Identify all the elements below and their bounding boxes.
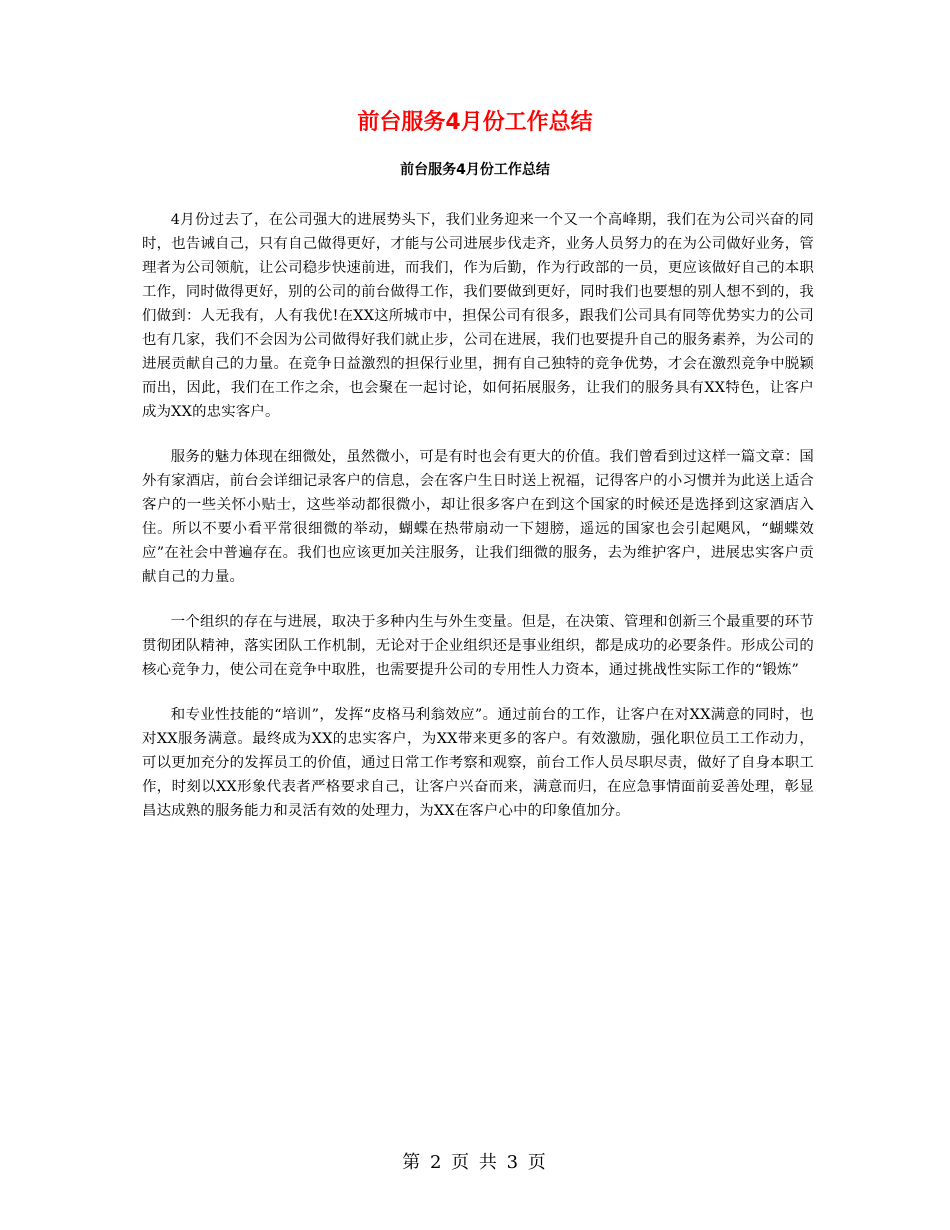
paragraph-3: 一个组织的存在与进展，取决于多种内生与外生变量。但是，在决策、管理和创新三个最重要的环节贯彻团队精神，落实团队工作机制，无论对于企业组织还是事业组织，都是成功的必要条件。形成公司的核心竞争力，使公司在竞争中取胜，也需要提升公司的专用性人力资本，通过挑战性实际工作的“锻炼” [142,614,814,678]
paragraph-4: 和专业性技能的“培训”，发挥“皮格马利翁效应”。通过前台的工作，让客户在对XX满意的同时，也对XX服务满意。最终成为XX的忠实客户，为XX带来更多的客户。有效激励，强化职位员工工作动力，可以更加充分的发挥员工的价值，通过日常工作考察和观察，前台工作人员尽职尽责，做好了自身本职工作，时刻以XX形象代表者严格要求自己，让客户兴奋而来，满意而归，在应急事情面前妥善处理，彰显昌达成熟的服务能力和灵活有效的处理力，为XX在客户心中的印象值加分。 [142,707,814,819]
paragraph-2: 服务的魅力体现在细微处，虽然微小，可是有时也会有更大的价值。我们曾看到过这样一篇文章：国外有家酒店，前台会详细记录客户的信息，会在客户生日时送上祝福，记得客户的小习惯并为此送上适合客户的一些关怀小贴士，这些举动都很微小，却让很多客户在到这个国家的时候还是选择到这家酒店入住。所以不要小看平常很细微的举动，蝴蝶在热带扇动一下翅膀，遥远的国家也会引起飓风，“蝴蝶效应”在社会中普遍存在。我们也应该更加关注服务，让我们细微的服务，去为维护客户，进展忠实客户贡献自己的力量。 [142,449,814,585]
document-title: 前台服务4月份工作总结 [357,110,593,135]
document-body [142,208,814,844]
paragraph-1: 4月份过去了，在公司强大的进展势头下，我们业务迎来一个又一个高峰期，我们在为公司兴奋的同时，也告诫自己，只有自己做得更好，才能与公司进展步伐走齐，业务人员努力的在为公司做好业务，管理者为公司领航，让公司稳步快速前进，而我们，作为后勤，作为行政部的一员，更应该做好自己的本职工作，同时做得更好，别的公司的前台做得工作，我们要做到更好，同时我们也要想的别人想不到的，我们做到：人无我有，人有我优!在XX这所城市中，担保公司有很多，跟我们公司具有同等优势实力的公司也有几家，我们不会因为公司做得好我们就止步，公司在进展，我们也要提升自己的服务素养，为公司的进展贡献自己的力量。在竞争日益激烈的担保行业里，拥有自己独特的竞争优势，才会在激烈竞争中脱颖而出，因此，我们在工作之余，也会聚在一起讨论，如何拓展服务，让我们的服务具有XX特色，让客户成为XX的忠实客户。 [142,212,814,420]
page-number-footer: 第 2 页 共 3 页 [402,1152,548,1173]
document-subtitle: 前台服务4月份工作总结 [400,162,550,178]
